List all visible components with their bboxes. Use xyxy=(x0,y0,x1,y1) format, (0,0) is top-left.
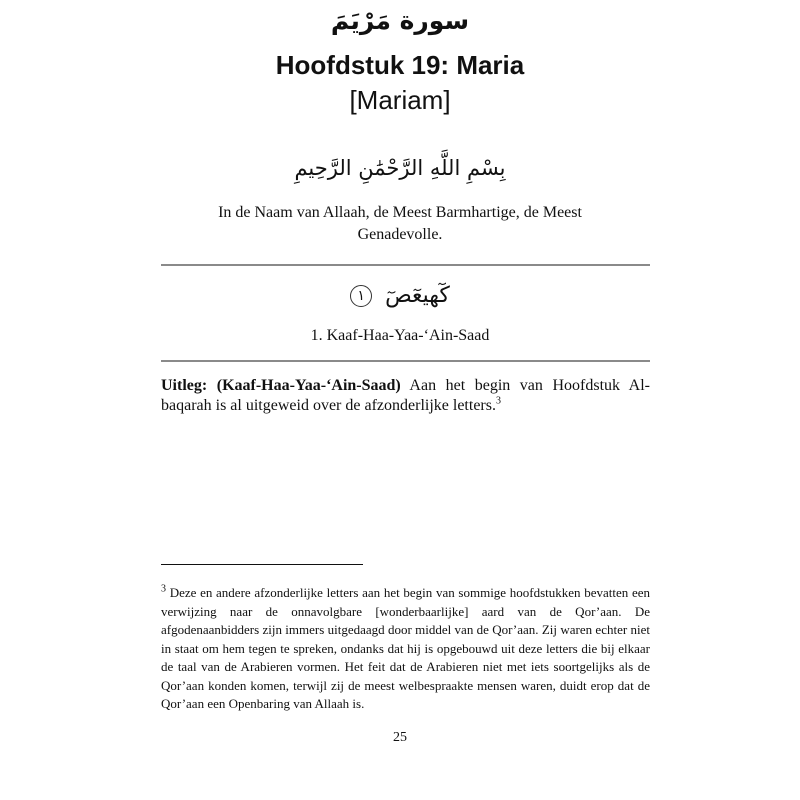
footnote-separator xyxy=(161,564,363,565)
footnote-reference[interactable]: 3 xyxy=(495,395,501,407)
divider-bottom xyxy=(161,360,650,362)
page-number: 25 xyxy=(393,730,407,745)
divider-top xyxy=(161,264,650,266)
footnote-text: Deze en andere afzonderlijke letters aan het begin van sommige hoofdstukken bevatten een verwijzing naar de onnavolgbare [wonderbaarlijke] aard van de Qor’aan. De afgodenaanbidders zijn immers uitgedaagd door middel van de Qor’aan. Zij waren echter niet in staat om hem tegen te spreken, ondanks dat hij is opgebouwd uit deze letters die bij elkaar de taal van de Arabieren vormen. Het feit dat de Arabieren niet met iets soortgelijks als de Qor’aan konden komen, terwijl zij de meest welbespraakte mensen waren, duidt erop dat de Qor’aan een Openbaring van Allaah is. xyxy=(161,585,650,711)
surah-arabic-title: سورة مَرْيَمَ xyxy=(330,6,470,35)
footnote xyxy=(161,584,650,714)
basmala-arabic: بِسْمِ اللَّهِ الرَّحْمَٰنِ الرَّحِيمِ xyxy=(294,156,506,180)
verse-arabic xyxy=(0,283,800,308)
verse-number-marker: ١ xyxy=(350,285,372,307)
commentary-paragraph xyxy=(161,376,650,416)
chapter-title: Hoofdstuk 19: Maria xyxy=(275,50,525,80)
commentary-lead: Uitleg: (Kaaf-Haa-Yaa-‘Ain-Saad) xyxy=(161,377,401,394)
footnote-number: 3 xyxy=(161,583,166,595)
basmala-translation: In de Naam van Allaah, de Meest Barmhartige, de Meest Genadevolle. xyxy=(218,204,582,243)
verse-translation: 1. Kaaf-Haa-Yaa-‘Ain-Saad xyxy=(310,327,490,344)
verse-arabic-text: كٓهيعٓصٓ xyxy=(385,283,450,308)
commentary-body: Aan het begin van Hoofdstuk Al-baqarah is al uitgeweid over de afzonderlijke letters. xyxy=(161,377,650,414)
chapter-subtitle: [Mariam] xyxy=(349,85,451,115)
